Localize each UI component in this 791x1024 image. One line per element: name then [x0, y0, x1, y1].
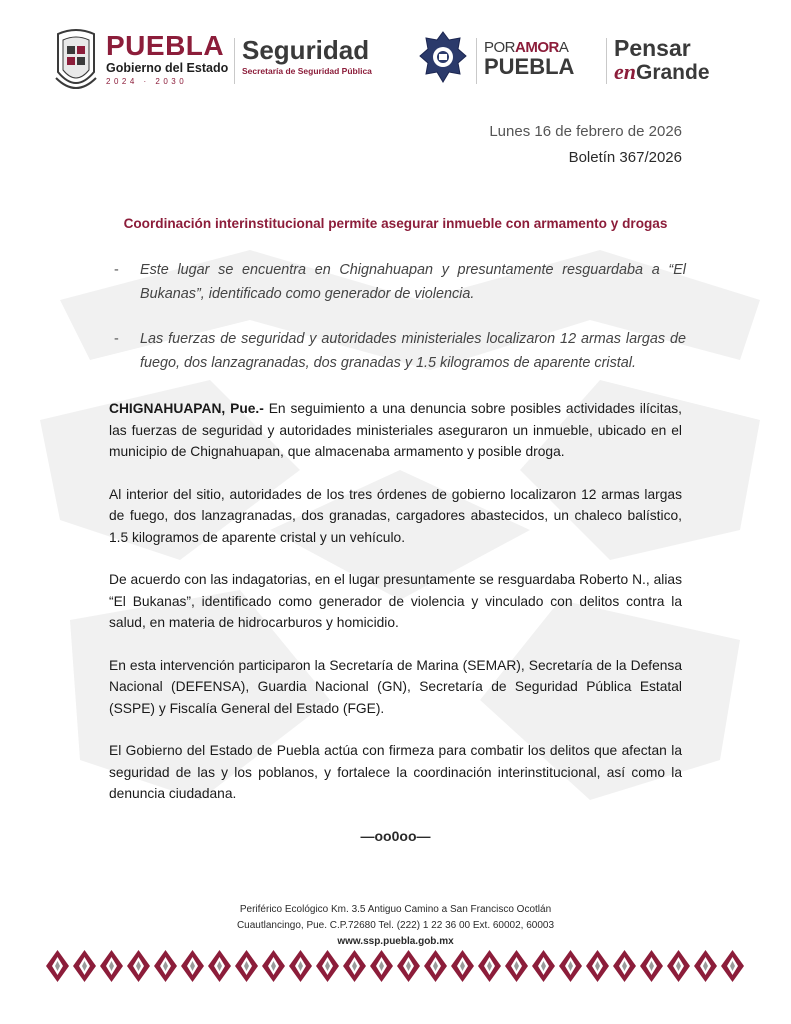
pensar-top: Pensar: [614, 35, 691, 61]
dateline: CHIGNAHUAPAN, Pue.-: [109, 401, 264, 416]
paragraph: En esta intervención participaron la Secretaría de Marina (SEMAR), Secretaría de la Defensa Nacional (DEFENSA), Guardia Nacional (GN), Secretaría de Seguridad Pública Estatal (SSPE) y Fiscalía General del Estado (FGE).: [109, 657, 682, 716]
headline: Coordinación interinstitucional permite asegurar inmueble con armamento y drogas: [123, 216, 668, 231]
seguridad-logo: [242, 36, 407, 77]
bulletin-number: Boletín 367/2026: [568, 149, 682, 166]
seg-subtitle: Secretaría de Seguridad Pública: [242, 66, 372, 76]
bullet-marker: -: [114, 262, 119, 278]
police-badge-icon: [418, 30, 468, 86]
summary-bullet: [114, 258, 686, 306]
por-amor-bottom: PUEBLA: [484, 54, 575, 79]
puebla-seal-icon: [52, 26, 100, 96]
pensar-en-grande-logo: [614, 37, 744, 84]
date: Lunes 16 de febrero de 2026: [489, 123, 682, 140]
footer-website-link[interactable]: www.ssp.puebla.gob.mx: [337, 936, 454, 947]
footer-address-line1: Periférico Ecológico Km. 3.5 Antiguo Camino a San Francisco Ocotlán: [239, 904, 552, 915]
por-amor-a-puebla-logo: [484, 40, 599, 78]
por-prefix: POR: [484, 39, 516, 56]
paragraph-text: En seguimiento a una denuncia sobre posibles actividades ilícitas, las fuerzas de seguridad y autoridades ministeriales aseguraron un inmueble, ubicado en el municipio de Chignahuapan, que almacenaba armamento y posible droga.: [109, 401, 682, 459]
decorative-pattern-band: [44, 948, 746, 984]
summary-bullet: [114, 327, 686, 375]
pensar-en: en: [614, 59, 636, 84]
header-divider: [606, 38, 607, 84]
summary-bullets: [114, 258, 686, 396]
footer: [0, 902, 791, 950]
footer-address-line2: Cuautlancingo, Pue. C.P.72680 Tel. (222) 1 22 36 00 Ext. 60002, 60003: [236, 920, 555, 931]
header: [52, 24, 742, 104]
header-divider: [476, 38, 477, 84]
gov-title: PUEBLA: [106, 30, 225, 61]
bullet-text: Las fuerzas de seguridad y autoridades ministeriales localizaron 12 armas largas de fuego, dos lanzagranadas, dos granadas y 1.5 kilogramos de aparente cristal.: [140, 331, 686, 371]
header-divider: [234, 38, 235, 84]
pensar-bottom: [614, 61, 744, 84]
bullet-marker: -: [114, 331, 119, 347]
seg-title: Seguridad: [242, 35, 370, 65]
paragraph: El Gobierno del Estado de Puebla actúa con firmeza para combatir los delitos que afectan la seguridad de las y los poblanos, y fortalece la coordinación interinstitucional, así como la denuncia ciudadana.: [109, 743, 682, 801]
gov-years: 2024 · 2030: [106, 77, 188, 86]
gov-subtitle: Gobierno del Estado: [106, 61, 229, 75]
bullet-text: Este lugar se encuentra en Chignahuapan y presuntamente resguardaba a “El Bukanas”, identificado como generador de violencia.: [140, 262, 686, 302]
paragraph: De acuerdo con las indagatorias, en el lugar presuntamente se resguardaba Roberto N., alias “El Bukanas”, identificado como generador de violencia y vinculado con delitos contra la salud, en materia de hidrocarburos y homicidio.: [109, 572, 682, 630]
amor-word: AMOR: [515, 39, 559, 56]
paragraph: [109, 398, 682, 463]
closing-mark: —oo0oo—: [360, 828, 431, 844]
paragraph: Al interior del sitio, autoridades de los tres órdenes de gobierno localizaron 12 armas largas de fuego, dos lanzagranadas, dos granadas, cargadores abastecidos, un chaleco balístico, 1.5 kilogramos de aparente cristal y un vehículo.: [109, 486, 682, 545]
a-suffix: A: [558, 39, 569, 56]
article-body: [109, 398, 682, 826]
pensar-grande: Grande: [636, 61, 710, 84]
